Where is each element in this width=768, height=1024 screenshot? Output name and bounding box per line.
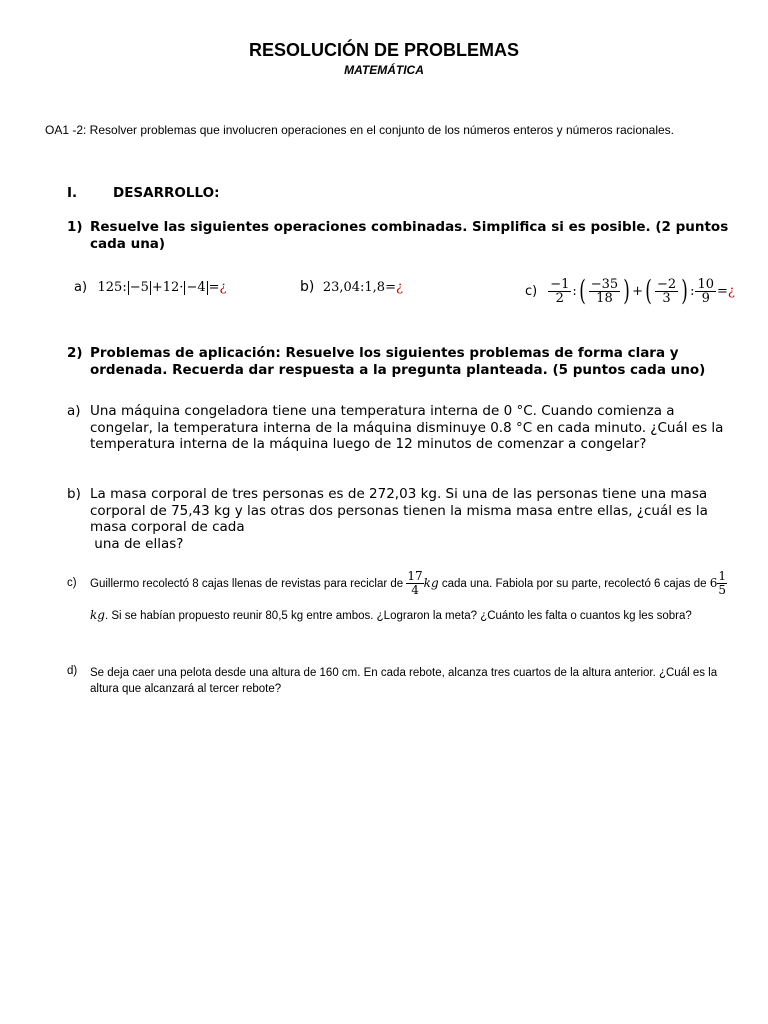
problem-d-text: Se deja caer una pelota desde una altura de 160 cm. En cada rebote, alcanza tres cuartos de la altura anterior. ¿Cuál es la altura que alcanzará al tercer rebote? [90, 667, 718, 695]
exercise-a-term1: 125: [97, 280, 127, 295]
problem-c-fraction-1: $\frac{17}{4}$ [407, 569, 423, 598]
problem-b-text: La masa corporal de tres personas es de 272,03 kg. Si una de las personas tiene una masa corporal de 75,43 kg y las otras dos personas tienen la misma masa entre ellas, ¿cuál es la masa corporal de cada una de ellas? [90, 486, 708, 552]
learning-objective: OA1 -2: Resolver problemas que involucren operaciones en el conjunto de los números enteros y números racionales. [45, 123, 675, 137]
exercise-c-fraction-1: $\frac{-1}{2}$ [550, 276, 570, 306]
problem-c-text: Guillermo recolectó 8 cajas llenas de revistas para reciclar de $\frac{17}{4}$ kg cada una. Fabiola por su parte, recolectó 6 cajas de 6 $\frac{1}{5}$ kg. Si se habían propuesto reunir 80,5 kg entre ambos. ¿Lograron la meta? ¿Cuánto les falta o cuantos kg les sobra? [90, 569, 726, 622]
exercise-a-answer: ¿ [219, 280, 227, 295]
problem-a-letter: a) [67, 403, 81, 419]
exercise-a-equals: = [208, 280, 220, 295]
exercise-c-op2: + [632, 283, 644, 299]
question-1-number: 1) [67, 219, 83, 235]
exercise-b-expression: 23,04:1,8= [322, 280, 396, 295]
exercise-a-abs1: −5 [129, 280, 149, 295]
question-2-number: 2) [67, 345, 83, 361]
page-title: RESOLUCIÓN DE PROBLEMAS [248, 40, 520, 60]
problem-d-letter: d) [67, 665, 78, 677]
problem-a-text: Una máquina congeladora tiene una temperatura interna de 0 °C. Cuando comienza a congelar, la temperatura interna de la máquina disminuye 0.8 °C en cada minuto. ¿Cuál es la temperatura interna de la máquina luego de 12 minutos de comenzar a congelar? [90, 403, 724, 452]
question-1-text: Resuelve las siguientes operaciones combinadas. Simplifica si es posible. (2 puntos cada una) [90, 219, 729, 252]
exercise-c-label: c) [525, 283, 538, 299]
exercise-a-term2: +12· [151, 280, 184, 295]
exercise-c-fraction-3: $\frac{-2}{3}$ [656, 276, 677, 306]
exercise-c-fraction-4: $\frac{10}{9}$ [697, 276, 714, 306]
section-label: DESARROLLO: [113, 185, 220, 201]
exercise-c-answer: ¿ [727, 283, 735, 299]
problem-b-letter: b) [67, 486, 81, 502]
exercise-a [74, 278, 227, 296]
exercise-b-answer: ¿ [395, 280, 403, 295]
section-number: I. [67, 185, 78, 201]
exercise-c-op3: : [690, 283, 695, 299]
question-2-text: Problemas de aplicación: Resuelve los siguientes problemas de forma clara y ordenada. Recuerda dar respuesta a la pregunta planteada. (5 puntos cada uno) [90, 345, 706, 378]
exercise-c-fraction-2: $\frac{-35}{18}$ [590, 276, 619, 306]
exercise-b-label: b) [300, 279, 315, 295]
page-subtitle: MATEMÁTICA [344, 63, 424, 77]
exercise-c: c) $\frac{-1}{2}$ : ( $\frac{-35}{18}$ ) + ( $\frac{-2}{3}$ ) : $\frac{10}{9}$ = ¿ [525, 274, 735, 307]
exercise-a-label: a) [74, 280, 88, 295]
exercise-c-equals: = [717, 283, 728, 299]
exercise-c-op1: : [572, 283, 577, 299]
problem-c-letter: c) [67, 577, 77, 589]
problem-c-fraction-2: $\frac{1}{5}$ [718, 569, 726, 598]
exercise-b [300, 278, 403, 296]
exercise-a-abs2: −4 [186, 280, 206, 295]
